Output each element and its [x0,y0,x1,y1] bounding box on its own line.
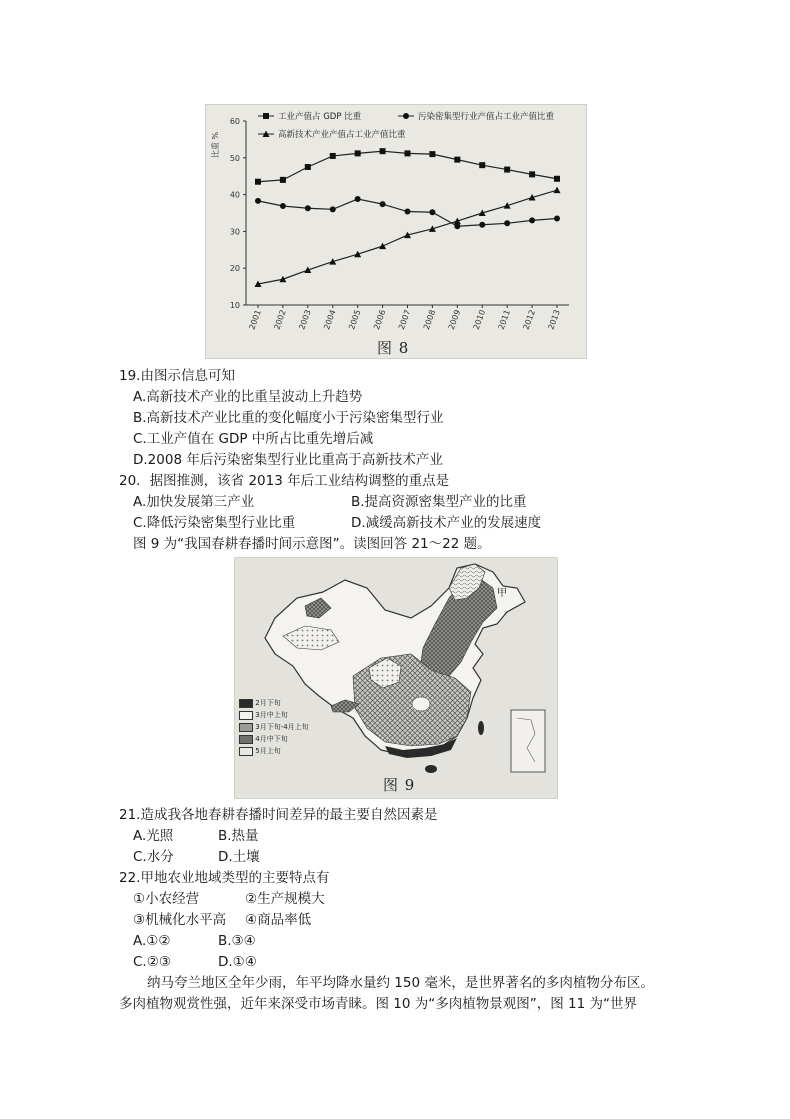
data-point-square [529,171,535,177]
passage-line-2: 多肉植物观赏性强，近年来深受市场青睐。图 10 为“多肉植物景观图”，图 11 为“世界 [119,996,638,1012]
legend-marker-square [263,113,269,119]
question-19-stem: 19.由图示信息可知 [119,368,235,384]
question-22-option-d: D.①④ [218,954,257,970]
legend-marker-circle [403,113,409,119]
legend-label-april-mid-late: 4月中下旬 [255,735,288,743]
x-tick-label: 2012 [521,308,537,331]
question-22-option-a: A.①② [133,933,171,949]
legend-label-feb-late: 2月下旬 [255,699,281,707]
question-19-option-a: A.高新技术产业的比重呈波动上升趋势 [133,389,363,405]
y-tick-label: 40 [229,190,240,200]
data-point-square [280,177,286,183]
x-tick-label: 2004 [322,308,338,331]
x-tick-label: 2010 [471,308,488,331]
data-point-triangle [279,276,286,283]
y-tick-label: 50 [229,153,240,163]
question-20-stem: 20．据图推测，该省 2013 年后工业结构调整的重点是 [119,473,450,489]
data-point-square [255,179,261,185]
data-point-circle [429,209,435,215]
question-19-option-d: D.2008 年后污染密集型行业比重高于高新技术产业 [133,452,443,468]
data-point-square [479,162,485,168]
data-point-square [380,148,386,154]
data-point-circle [529,217,535,223]
data-point-square [355,150,361,156]
question-22-item-3: ③机械化水平高 [133,912,227,928]
data-point-square [405,150,411,156]
question-22-item-1: ①小农经营 [133,891,200,907]
figure-8-chart [205,104,587,359]
data-point-triangle [379,243,386,250]
data-point-circle [255,198,261,204]
x-tick-label: 2011 [496,308,513,331]
question-22-option-c: C.②③ [133,954,171,970]
x-tick-label: 2007 [396,308,413,331]
data-point-circle [330,206,336,212]
question-22-stem: 22.甲地农业地域类型的主要特点有 [119,870,330,886]
legend-swatch-may-early [239,747,253,756]
question-22-item-2: ②生产规模大 [245,891,325,907]
data-point-triangle [554,187,561,194]
region-march-central [412,697,430,711]
question-22-item-4: ④商品率低 [245,912,312,928]
y-tick-label: 20 [229,264,240,274]
question-20-option-b: B.提高资源密集型产业的比重 [351,494,527,510]
legend-label: 工业产值占 GDP 比重 [278,112,362,122]
data-point-circle [380,201,386,207]
x-tick-label: 2013 [546,308,562,331]
x-tick-label: 2006 [372,308,388,331]
question-20-option-c: C.降低污染密集型行业比重 [133,515,296,531]
map-legend [239,698,309,758]
data-point-square [554,176,560,182]
x-tick-label: 2005 [347,308,363,331]
legend-label: 污染密集型行业产值占工业产值比重 [418,112,555,122]
data-point-circle [280,203,286,209]
question-20-option-d: D.减缓高新技术产业的发展速度 [351,515,542,531]
x-tick-label: 2003 [297,308,313,331]
x-tick-label: 2001 [247,308,263,331]
question-21-option-b: B.热量 [218,828,259,844]
figure-9-intro: 图 9 为“我国春耕春播时间示意图”。读图回答 21～22 题。 [133,536,491,552]
data-point-square [305,164,311,170]
line-chart-svg [206,105,586,358]
question-19-option-b: B.高新技术产业比重的变化幅度小于污染密集型行业 [133,410,444,426]
x-tick-label: 2008 [421,308,438,331]
data-point-square [504,167,510,173]
legend-swatch-late-march [239,723,253,732]
legend-label: 高新技术产业产值占工业产值比重 [278,130,406,140]
legend-label-may-early: 5月上旬 [255,747,281,755]
jia-label: 甲 [497,588,507,599]
figure-9-map [234,557,558,799]
data-point-circle [305,205,311,211]
legend-swatch-feb-late [239,699,253,708]
question-20-option-a: A.加快发展第三产业 [133,494,255,510]
hainan-island [425,765,437,773]
question-22-option-b: B.③④ [218,933,256,949]
x-tick-label: 2009 [446,308,463,331]
data-point-circle [479,222,485,228]
figure-9-caption: 图 9 [383,776,416,794]
passage-line-1: 纳马夸兰地区全年少雨，年平均降水量约 150 毫米，是世界著名的多肉植物分布区。 [147,975,654,991]
data-point-circle [355,196,361,202]
x-tick-label: 2002 [272,308,288,331]
data-point-circle [504,220,510,226]
data-point-square [330,153,336,159]
legend-swatch-april-mid-late [239,735,253,744]
legend-label-late-march: 3月下旬-4月上旬 [255,723,309,731]
question-21-stem: 21.造成我各地春耕春播时间差异的最主要自然因素是 [119,807,438,823]
y-tick-label: 60 [229,117,240,126]
question-19-option-c: C.工业产值在 GDP 中所占比重先增后减 [133,431,374,447]
question-21-option-c: C.水分 [133,849,174,865]
y-axis-label: 比重 % [211,131,220,159]
y-tick-label: 30 [229,227,240,237]
question-21-option-a: A.光照 [133,828,174,844]
y-tick-label: 10 [229,301,240,310]
question-21-option-d: D.土壤 [218,849,260,865]
legend-label-march-mid-early: 3月中上旬 [255,711,288,719]
data-point-square [454,157,460,163]
taiwan-island [478,721,484,735]
data-point-circle [454,223,460,229]
legend-swatch-march-mid-early [239,711,253,720]
figure-8-caption: 图 8 [377,339,410,357]
china-map-svg [235,558,557,798]
data-point-square [429,151,435,157]
data-point-circle [405,209,411,215]
data-point-circle [554,216,560,222]
